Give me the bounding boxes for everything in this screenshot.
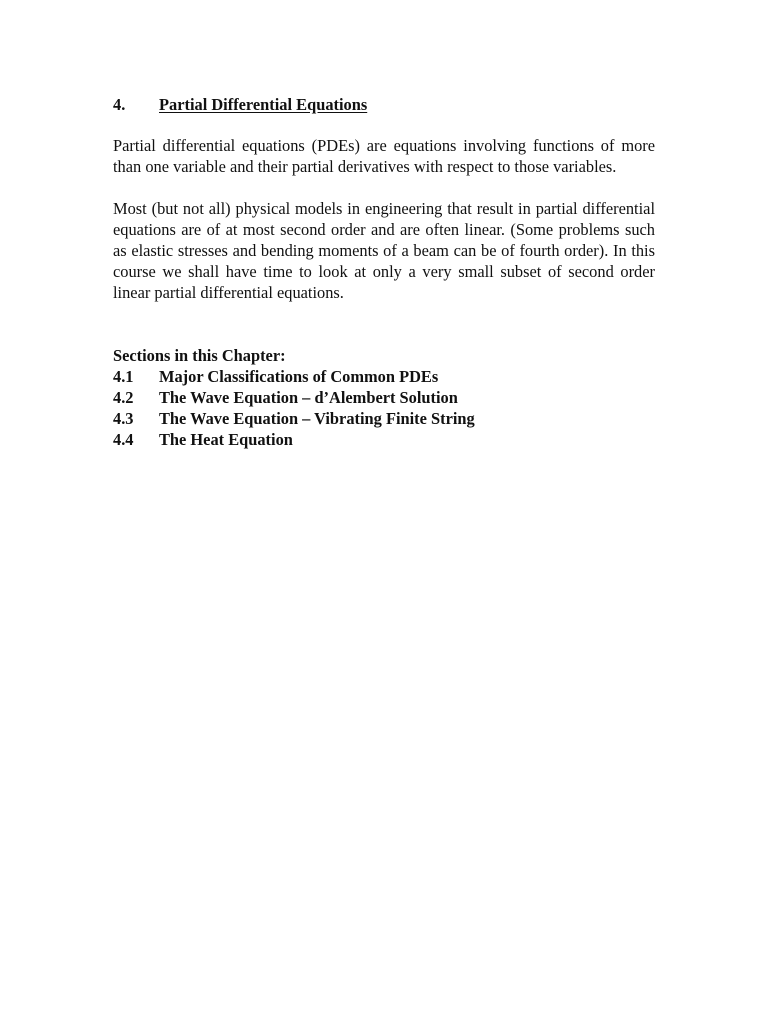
section-item: [113, 387, 655, 408]
section-title: Major Classifications of Common PDEs: [159, 367, 439, 386]
section-list: [113, 366, 655, 450]
section-number: 4.4: [113, 430, 134, 449]
spacer: [113, 324, 655, 345]
section-item: [113, 366, 655, 387]
intro-paragraph: Partial differential equations (PDEs) are equations involving functions of more than one variable and their partial derivatives with respect to those variables.: [113, 136, 655, 176]
chapter-title: Partial Differential Equations: [159, 95, 368, 114]
section-item: [113, 429, 655, 450]
models-paragraph: Most (but not all) physical models in engineering that result in partial differential equations are of at most second order and are often linear. (Some problems such as elastic stresses and bending moments of a beam can be of fourth order). In this course we shall have time to look at only a very small subset of second order linear partial differential equations.: [113, 199, 655, 302]
chapter-heading: [113, 94, 655, 115]
section-number: 4.1: [113, 367, 134, 386]
section-title: The Heat Equation: [159, 430, 293, 449]
section-number: 4.2: [113, 388, 134, 407]
document-page: [113, 94, 655, 450]
section-title: The Wave Equation – d’Alembert Solution: [159, 388, 458, 407]
section-number: 4.3: [113, 409, 134, 428]
chapter-number: 4.: [113, 95, 126, 114]
section-item: [113, 408, 655, 429]
sections-heading: Sections in this Chapter:: [113, 346, 286, 365]
section-title: The Wave Equation – Vibrating Finite String: [159, 409, 475, 428]
